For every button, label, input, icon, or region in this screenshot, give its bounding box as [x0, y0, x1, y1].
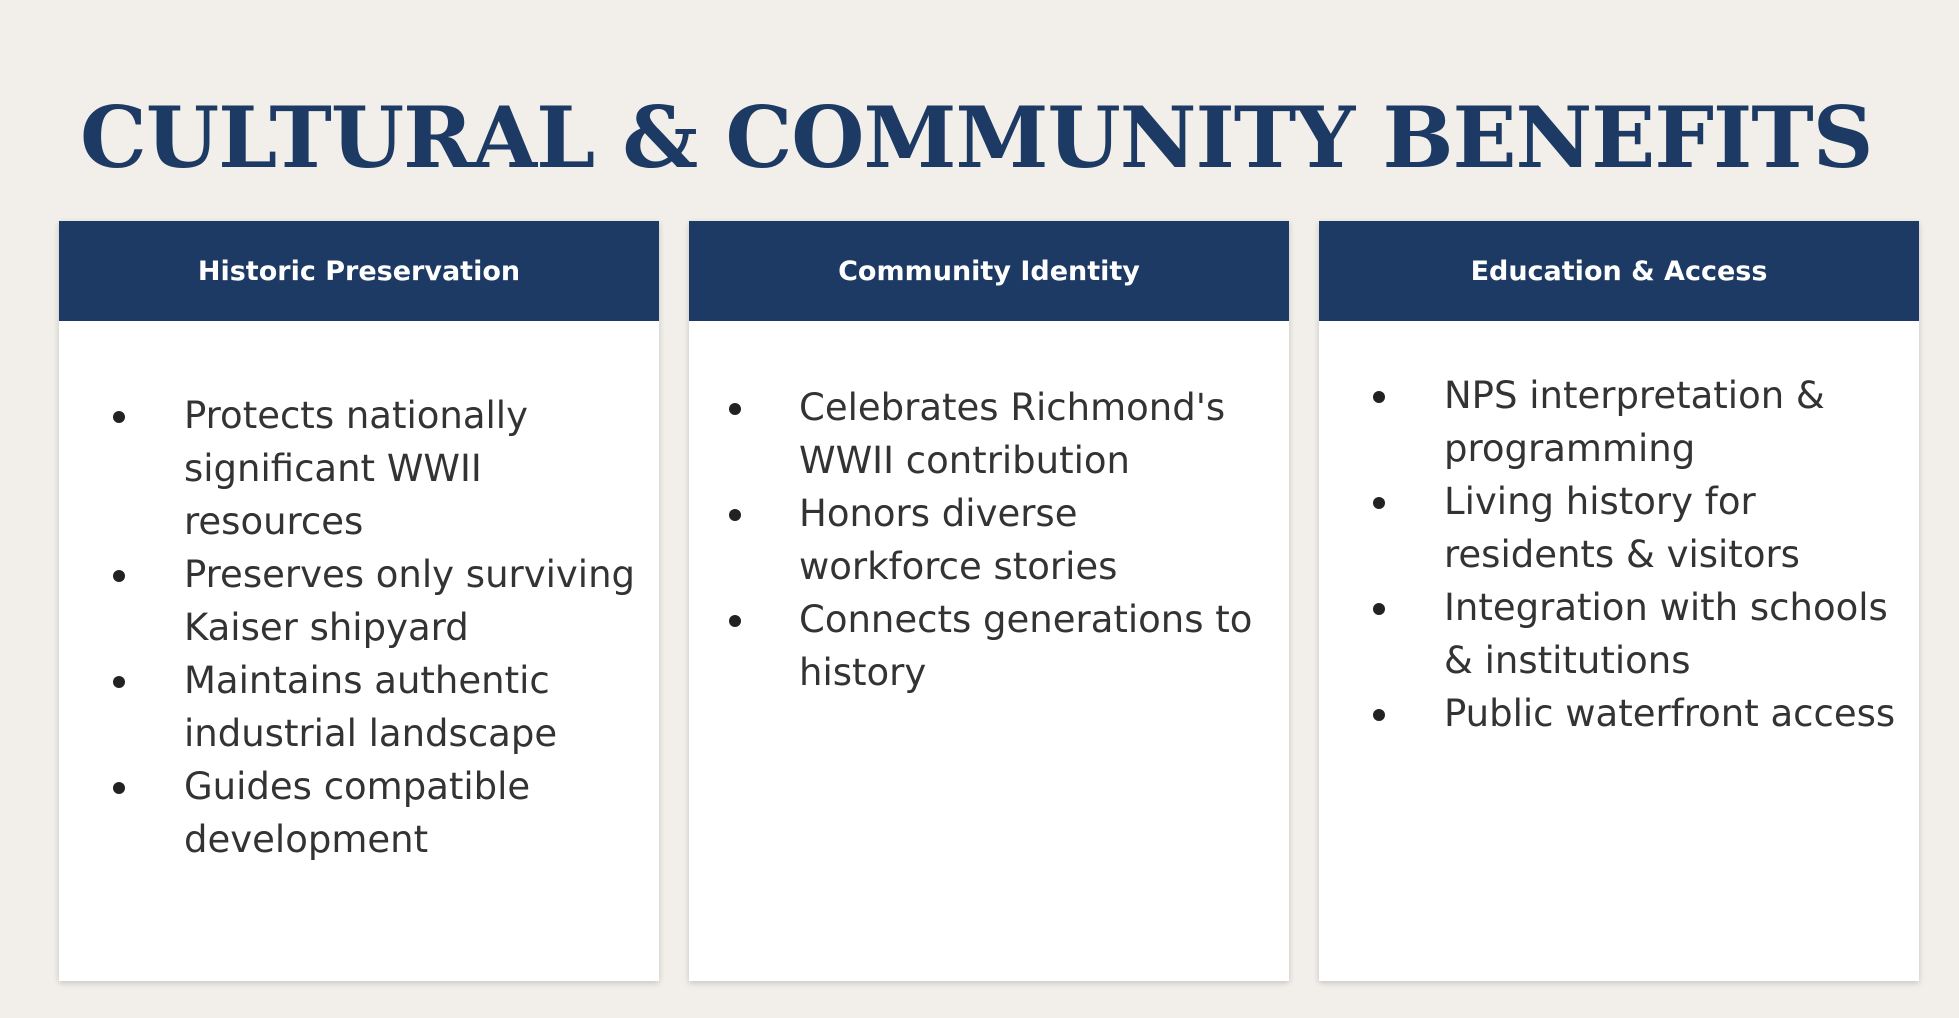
bullet-item: Honors diverse workforce stories [689, 487, 1269, 593]
card-heading: Education & Access [1319, 221, 1919, 321]
bullet-item: Integration with schools & institutions [1319, 581, 1899, 687]
benefit-columns [59, 221, 1919, 981]
card-historic-preservation [59, 221, 659, 981]
bullet-item: Connects generations to history [689, 593, 1269, 699]
card-education-access [1319, 221, 1919, 981]
bullet-item: Living history for residents & visitors [1319, 475, 1899, 581]
bullet-item: Guides compatible development [59, 760, 639, 866]
bullet-item: NPS interpretation & programming [1319, 369, 1899, 475]
slide-title: CULTURAL & COMMUNITY BENEFITS [80, 88, 1873, 187]
card-community-identity [689, 221, 1289, 981]
bullet-item: Public waterfront access [1319, 687, 1899, 740]
bullet-item: Maintains authentic industrial landscape [59, 654, 639, 760]
bullet-list [1319, 369, 1899, 740]
bullet-list [689, 381, 1269, 699]
bullet-item: Celebrates Richmond's WWII contribution [689, 381, 1269, 487]
card-heading: Historic Preservation [59, 221, 659, 321]
bullet-item: Protects nationally significant WWII resources [59, 389, 639, 548]
bullet-item: Preserves only surviving Kaiser shipyard [59, 548, 639, 654]
card-heading: Community Identity [689, 221, 1289, 321]
bullet-list [59, 389, 639, 866]
